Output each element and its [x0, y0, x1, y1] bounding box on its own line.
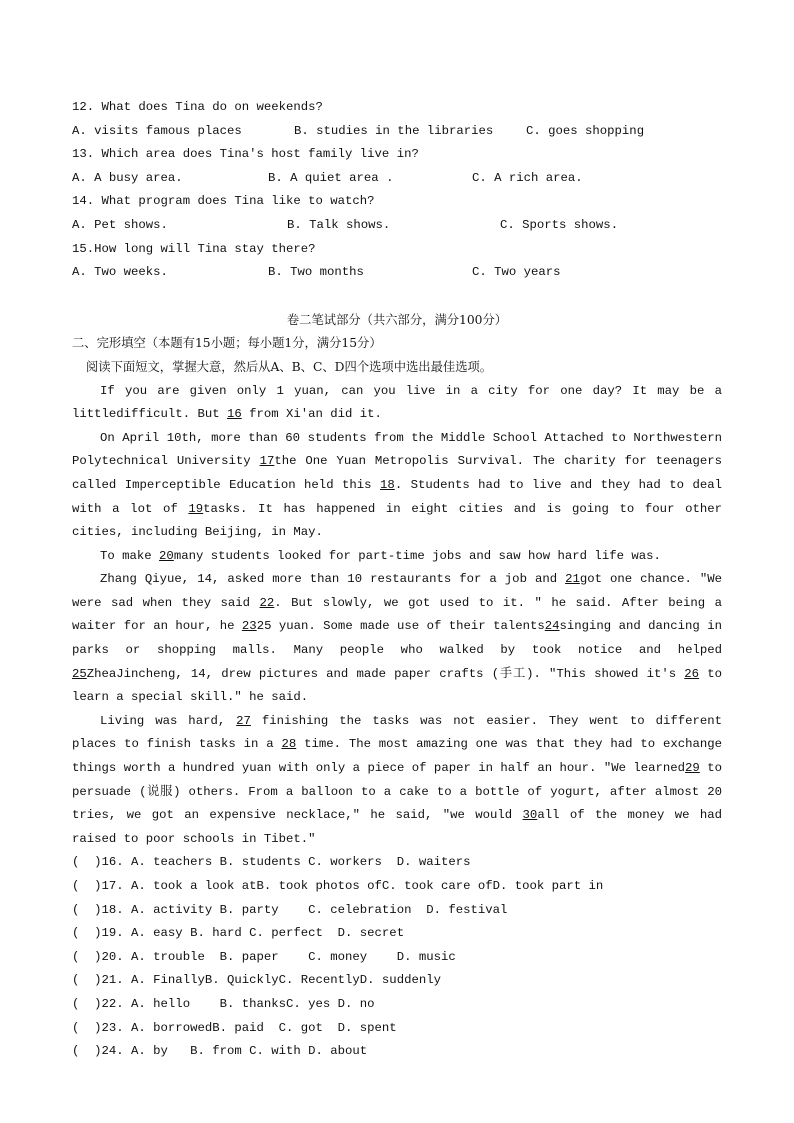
part2-heading: 卷二笔试部分（共六部分，满分100分） — [286, 312, 508, 327]
listening-questions — [72, 96, 722, 285]
blank-22: 22 — [259, 595, 275, 610]
choice-21[interactable]: ( )21. A. FinallyB. QuicklyC. RecentlyD. suddenly — [72, 973, 441, 988]
blank-19: 19 — [188, 501, 204, 516]
blank-20: 20 — [159, 548, 174, 563]
text: ZheaJincheng, 14, drew pictures and made paper crafts (手工). "This showed it's — [86, 666, 685, 681]
option-a: A. Pet shows. — [72, 217, 168, 232]
spacer — [72, 285, 722, 309]
text: . But slowly, we got used to it. " he said. After being a waiter for an hour, he — [72, 595, 723, 634]
choice-19[interactable]: ( )19. A. easy B. hard C. perfect D. secret — [72, 926, 405, 941]
blank-28: 28 — [281, 737, 297, 752]
question-12: 12. What does Tina do on weekends? — [72, 100, 323, 114]
text: Zhang Qiyue, 14, asked more than 10 restaurants for a job and — [100, 572, 566, 587]
text: from Xi'an did it. — [241, 407, 382, 422]
choice-16[interactable]: ( )16. A. teachers B. students C. workers D. waiters — [72, 855, 471, 870]
blank-30: 30 — [522, 808, 538, 823]
option-a: A. visits famous places — [72, 123, 242, 138]
options-14 — [72, 214, 722, 238]
option-c: C. Sports shows. — [500, 217, 619, 232]
blank-16: 16 — [226, 407, 242, 422]
choice-20[interactable]: ( )20. A. trouble B. paper C. money D. music — [72, 949, 456, 964]
option-b: B. Two months — [268, 265, 364, 280]
text: all of the money we had raised to poor schools in Tibet." — [72, 808, 722, 846]
text: many students looked for part-time jobs and saw how hard life was. — [173, 548, 661, 563]
option-c: C. A rich area. — [472, 170, 583, 185]
choice-list — [72, 851, 722, 1063]
option-b: B. studies in the libraries — [294, 123, 494, 138]
text: got one chance. "We were sad when they said — [72, 572, 722, 610]
text: singing and dancing in parks or shopping malls. Many people who walked by took notice and helped — [72, 619, 722, 658]
blank-21: 21 — [565, 572, 580, 587]
option-a: A. Two weeks. — [72, 265, 168, 280]
text: the One Yuan Metropolis Survival. The charity for teenagers called Imperceptible Education held this — [72, 454, 722, 492]
blank-17: 17 — [259, 454, 275, 469]
question-14: 14. What program does Tina like to watch? — [72, 194, 375, 209]
section-title: 二、完形填空（本题有15小题；每小题1分，满分15分） — [72, 336, 382, 351]
options-12 — [72, 120, 722, 144]
text: time. The most amazing one was that they had to exchange things worth a hundred yuan with only a piece of paper in half an hour. "We learned — [72, 737, 723, 776]
text: finishing the tasks was not easier. They went to different places to finish tasks in a — [72, 713, 722, 752]
options-15 — [72, 261, 722, 285]
text: Living was hard, — [100, 713, 237, 728]
blank-27: 27 — [236, 713, 251, 728]
blank-23: 23 — [241, 619, 257, 634]
blank-25: 25 — [72, 666, 87, 681]
text: . Students had to live and they had to deal with a lot of — [72, 477, 722, 516]
question-13: 13. Which area does Tina's host family live in? — [72, 147, 419, 162]
option-c: C. goes shopping — [526, 123, 645, 138]
text: 25 yuan. Some made use of their talents — [256, 619, 545, 634]
exam-page — [72, 96, 722, 1064]
instruction: 阅读下面短文，掌握大意，然后从A、B、C、D四个选项中选出最佳选项。 — [86, 359, 493, 374]
choice-23[interactable]: ( )23. A. borrowedB. paid C. got D. spent — [72, 1020, 397, 1035]
question-15: 15.How long will Tina stay there? — [72, 241, 316, 256]
option-a: A. A busy area. — [72, 170, 183, 185]
text: to learn a special skill." he said. — [72, 666, 722, 705]
option-b: B. A quiet area . — [268, 170, 394, 185]
blank-29: 29 — [685, 761, 700, 776]
text: To make — [100, 548, 160, 563]
option-b: B. Talk shows. — [287, 217, 391, 232]
blank-26: 26 — [684, 666, 700, 681]
passage-paragraph-1 — [72, 380, 722, 427]
passage-paragraph-4 — [72, 568, 722, 710]
choice-17[interactable]: ( )17. A. took a look atB. took photos ofC. took care ofD. took part in — [72, 879, 604, 893]
choice-24[interactable]: ( )24. A. by B. from C. with D. about — [72, 1044, 368, 1059]
choice-22[interactable]: ( )22. A. hello B. thanksC. yes D. no — [72, 996, 375, 1011]
blank-24: 24 — [544, 619, 560, 634]
blank-18: 18 — [380, 477, 395, 492]
text: to persuade (说服) others. From a balloon to a cake to a bottle of yogurt, after almost 20 tries, we got an expensive necklace," he said, "we would — [72, 761, 722, 823]
text: tasks. It has happened in eight cities and is going to four other cities, including Beijing, in May. — [72, 501, 722, 540]
option-c: C. Two years — [472, 265, 561, 280]
passage-paragraph-5 — [72, 710, 722, 852]
options-13 — [72, 167, 722, 191]
text: On April 10th, more than 60 students from the Middle School Attached to Northwestern Polytechnical University — [72, 430, 722, 469]
passage-paragraph-2 — [72, 427, 722, 545]
text: If you are given only 1 yuan, can you live in a city for one day? It may be a littledifficult. But — [72, 383, 722, 422]
passage-paragraph-3 — [72, 545, 722, 569]
choice-18[interactable]: ( )18. A. activity B. party C. celebration D. festival — [72, 902, 508, 917]
